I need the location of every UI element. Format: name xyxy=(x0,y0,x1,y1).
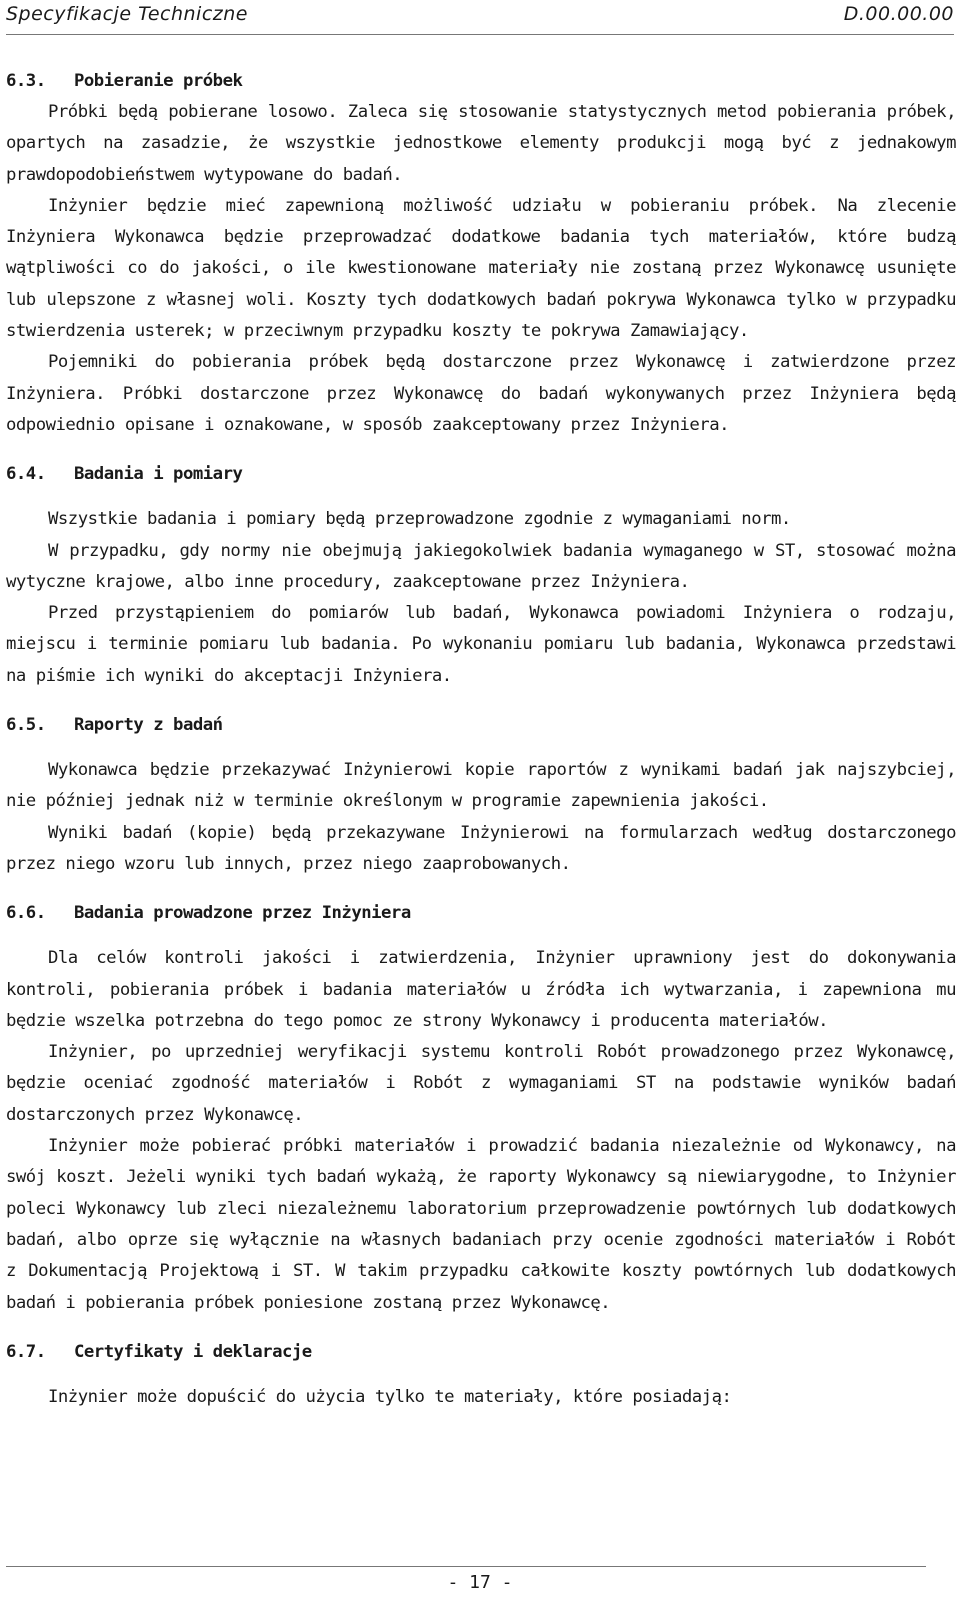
paragraph: Inżynier, po uprzedniej weryfikacji systemu kontroli Robót prowadzonego przez Wykonawcę, będzie oceniać zgodność materiałów i Robót z wymaganiami ST na podstawie wyników badań dostarczonych przez Wykonawcę. xyxy=(6,1042,956,1125)
paragraph: Próbki będą pobierane losowo. Zaleca się stosowanie statystycznych metod pobierania próbek, opartych na zasadzie, że wszystkie jednostkowe elementy produkcji mogą być z jednakowym prawdopodobieństwem wytypowane do badań. xyxy=(6,102,956,185)
page-number: - 17 - xyxy=(447,1572,513,1593)
section-number: 6.5. xyxy=(6,715,46,736)
section-heading xyxy=(6,66,956,97)
paragraph: Dla celów kontroli jakości i zatwierdzenia, Inżynier uprawniony jest do dokonywania kontroli, pobierania próbek i badania materiałów u źródła ich wytwarzania, i zapewniona mu będzie wszelka potrzebna do tego pomoc ze strony Wykonawcy i producenta materiałów. xyxy=(6,948,956,1031)
header-code: D.00.00.00 xyxy=(843,3,954,25)
header-title: Specyfikacje Techniczne xyxy=(6,3,248,25)
section-title: Pobieranie próbek xyxy=(74,71,243,91)
paragraph: Wyniki badań (kopie) będą przekazywane Inżynierowi na formularzach według dostarczonego przez niego wzoru lub innych, przez niego zaaprobowanych. xyxy=(6,822,956,874)
paragraph: W przypadku, gdy normy nie obejmują jakiegokolwiek badania wymaganego w ST, stosować można wytyczne krajowe, albo inne procedury, zaakceptowane przez Inżyniera. xyxy=(6,540,956,592)
paragraph: Wykonawca będzie przekazywać Inżynierowi kopie raportów z wynikami badań jak najszybciej, nie później jednak niż w terminie określonym w programie zapewnienia jakości. xyxy=(6,760,956,812)
paragraph: Inżynier będzie mieć zapewnioną możliwość udziału w pobieraniu próbek. Na zlecenie Inżyniera Wykonawca będzie przeprowadzać dodatkowe badania tych materiałów, które budzą wątpliwości co do jakości, o ile kwestionowane materiały nie zostaną przez Wykonawcę usunięte lub ulepszone z własnej woli. Koszty tych dodatkowych badań pokrywa Wykonawca tylko w przypadku stwierdzenia usterek; w przeciwnym przypadku koszty te pokrywa Zamawiający. xyxy=(6,195,956,342)
section-title: Badania i pomiary xyxy=(74,464,243,485)
page-header xyxy=(6,0,954,35)
section-number: 6.7. xyxy=(6,1341,46,1362)
section-heading xyxy=(6,898,956,929)
section-heading xyxy=(6,459,956,490)
section-title: Badania prowadzone przez Inżyniera xyxy=(74,903,411,924)
paragraph: Inżynier może pobierać próbki materiałów i prowadzić badania niezależnie od Wykonawcy, na swój koszt. Jeżeli wyniki tych badań wykażą, że raporty Wykonawcy są niewiarygodne, to Inżynier poleci Wykonawcy lub zleci niezależnemu laboratorium przeprowadzenie powtórnych lub dodatkowych badań, albo oprze się wyłącznie na własnych badaniach przy ocenie zgodności materiałów i Robót z Dokumentacją Projektową i ST. W takim przypadku całkowite koszty powtórnych lub dodatkowych badań i pobierania próbek poniesione zostaną przez Wykonawcę. xyxy=(6,1136,956,1313)
paragraph: Inżynier może dopuścić do użycia tylko te materiały, które posiadają: xyxy=(48,1386,732,1407)
section-title: Certyfikaty i deklaracje xyxy=(74,1341,312,1362)
section-heading xyxy=(6,710,956,741)
section-number: 6.4. xyxy=(6,464,46,485)
document-body xyxy=(6,66,956,1413)
section-title: Raporty z badań xyxy=(74,715,223,736)
paragraph: Pojemniki do pobierania próbek będą dostarczone przez Wykonawcę i zatwierdzone przez Inżyniera. Próbki dostarczone przez Wykonawcę do badań wykonywanych przez Inżyniera będą odpowiednio opisane i oznakowane, w sposób zaakceptowany przez Inżyniera. xyxy=(6,352,956,435)
section-number: 6.6. xyxy=(6,903,46,924)
section-heading xyxy=(6,1337,956,1368)
footer-divider xyxy=(6,1566,926,1567)
section-number: 6.3. xyxy=(6,71,46,91)
paragraph: Przed przystąpieniem do pomiarów lub badań, Wykonawca powiadomi Inżyniera o rodzaju, miejscu i terminie pomiaru lub badania. Po wykonaniu pomiaru lub badania, Wykonawca przedstawi na piśmie ich wyniki do akceptacji Inżyniera. xyxy=(6,603,956,686)
paragraph: Wszystkie badania i pomiary będą przeprowadzone zgodnie z wymaganiami norm. xyxy=(48,509,791,530)
